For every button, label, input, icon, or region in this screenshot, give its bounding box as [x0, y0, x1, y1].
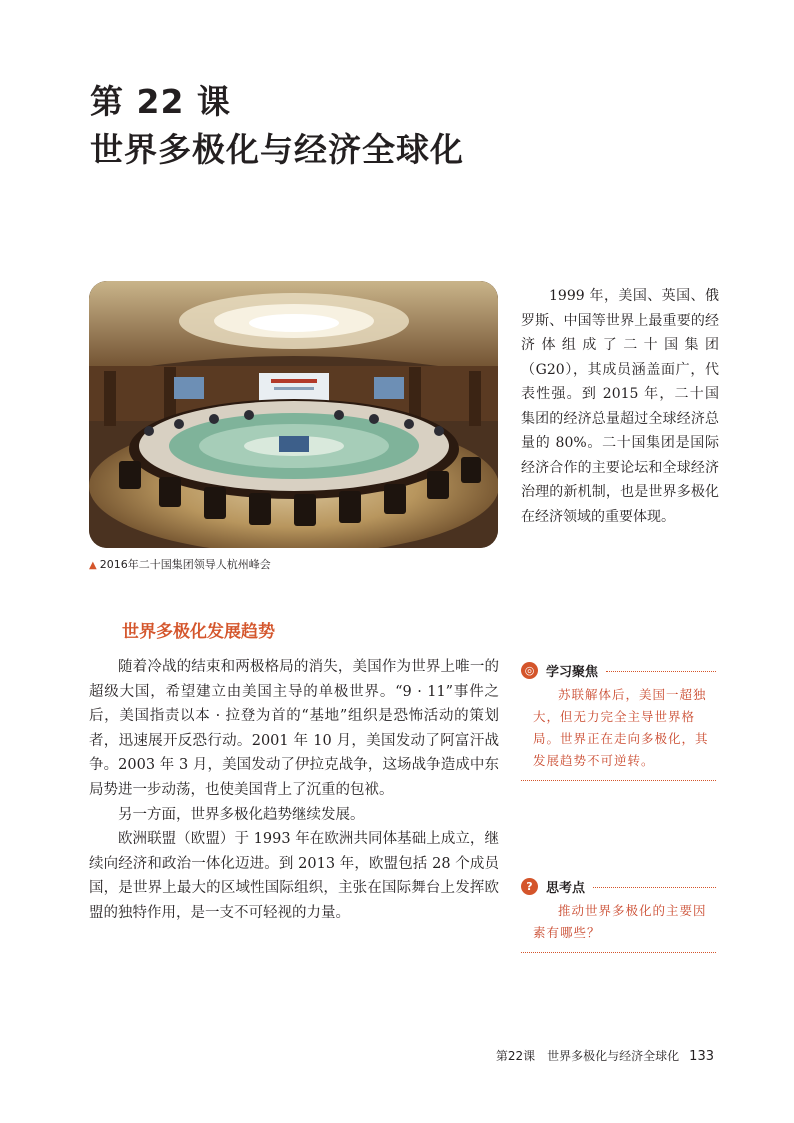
- body-paragraph: 欧洲联盟（欧盟）于 1993 年在欧洲共同体基础上成立，继续向经济和政治一体化迈进。到 2013 年，欧盟包括 28 个成员国，是世界上最大的区域性国际组织，主张在国际舞台上发挥欧盟的独特作用，是一支不可轻视的力量。: [89, 831, 499, 921]
- section-body: [89, 655, 499, 926]
- page-number: 133: [689, 1049, 714, 1064]
- question-icon: ?: [521, 878, 538, 895]
- body-paragraph: 另一方面，世界多极化趋势继续发展。: [118, 806, 365, 823]
- dotted-divider: [593, 887, 716, 888]
- learning-focus-text: 苏联解体后，美国一超独大，但无力完全主导世界格局。世界正在走向多极化，其发展趋势不可逆转。: [521, 684, 716, 781]
- dotted-divider: [606, 671, 716, 672]
- side-intro-text: 1999 年，美国、英国、俄罗斯、中国等世界上最重要的经济体组成了二十国集团（G20），其成员涵盖面广，代表性强。到 2015 年，二十国集团的经济总量超过全球经济总量的 80%。二十国集团是国际经济合作的主要论坛和全球经济治理的新机制，也是世界多极化在经济领域的重要体现。: [521, 288, 719, 525]
- thinking-point-title: 思考点: [546, 881, 586, 896]
- section-heading: 世界多极化发展趋势: [122, 622, 275, 642]
- learning-focus-title: 学习聚焦: [546, 665, 599, 680]
- learning-focus-header: [521, 661, 716, 680]
- summit-photo: [89, 281, 498, 548]
- lesson-number: 第 22 课: [90, 82, 231, 121]
- focus-target-icon: ◎: [521, 662, 538, 679]
- footer-chapter: 第22课 世界多极化与经济全球化: [495, 1049, 680, 1063]
- body-paragraph: 随着冷战的结束和两极格局的消失，美国作为世界上唯一的超级大国，希望建立由美国主导的单极世界。“9 · 11”事件之后，美国指责以本 · 拉登为首的“基地”组织是恐怖活动的策划者，迅速展开反恐行动。2001 年 10 月，美国发动了阿富汗战争。2003 年 3 月，美国发动了伊拉克战争，这场战争造成中东局势进一步动荡，也使美国背上了沉重的包袱。: [89, 659, 499, 798]
- photo-caption-text: 2016年二十国集团领导人杭州峰会: [99, 558, 271, 571]
- thinking-point-box: [521, 877, 716, 953]
- thinking-point-text: 推动世界多极化的主要因素有哪些？: [521, 900, 716, 953]
- page-footer: [496, 1047, 714, 1064]
- thinking-point-header: [521, 877, 716, 896]
- triangle-icon: ▲: [89, 560, 97, 571]
- learning-focus-box: [521, 661, 716, 781]
- lesson-title: 世界多极化与经济全球化: [90, 130, 464, 169]
- photo-caption: [89, 556, 271, 572]
